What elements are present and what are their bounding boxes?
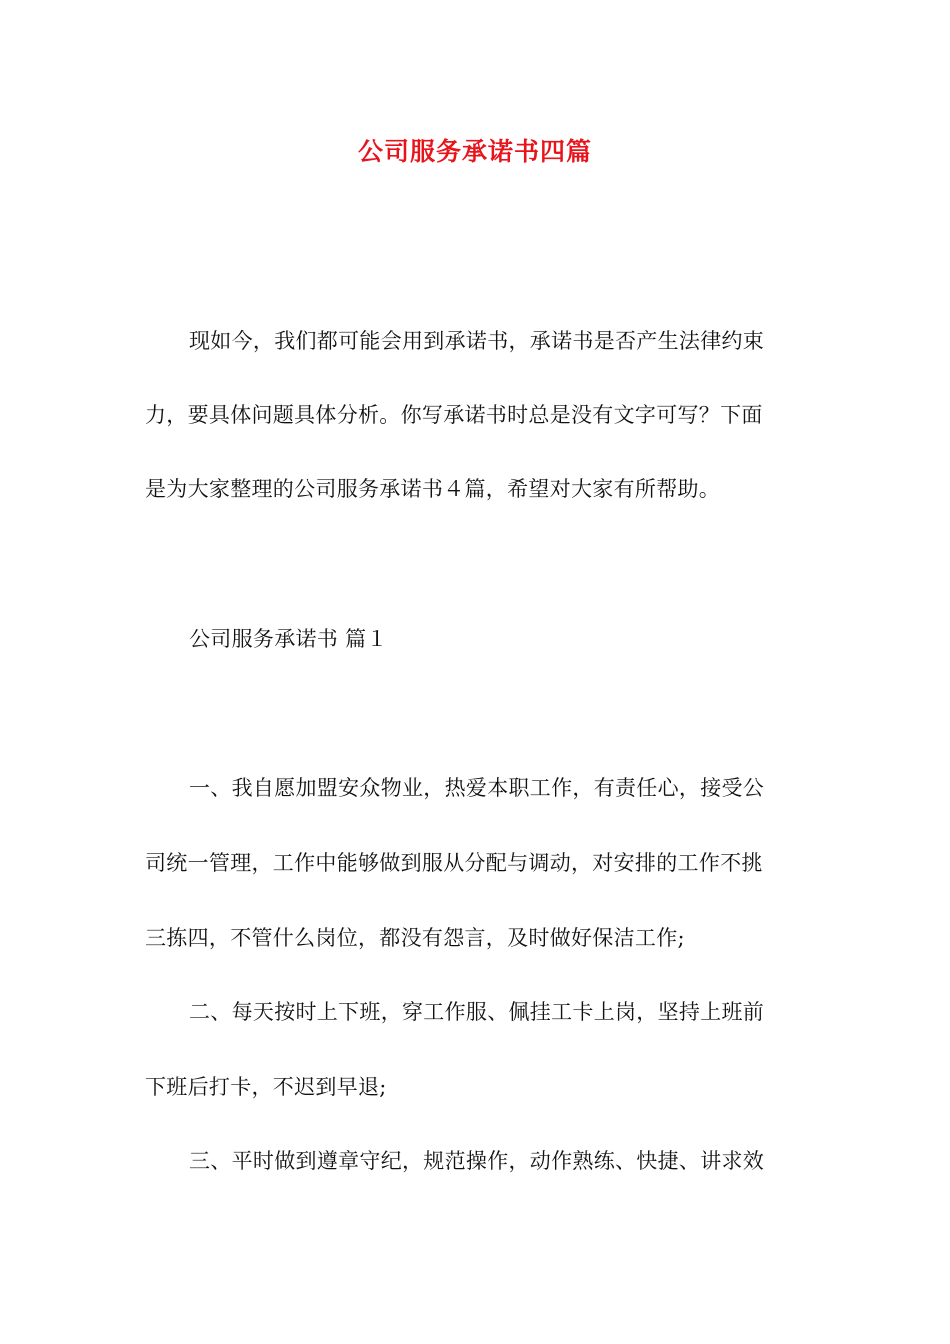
paragraph-line: 现如今，我们都可能会用到承诺书，承诺书是否产生法律约束 [189,329,765,353]
section-heading: 公司服务承诺书 篇１ [189,627,388,651]
paragraph-line: 二、每天按时上下班，穿工作服、佩挂工卡上岗，坚持上班前 [189,1000,765,1024]
paragraph-line: 司统一管理，工作中能够做到服从分配与调动，对安排的工作不挑 [145,851,763,875]
paragraph-line: 一、我自愿加盟安众物业，热爱本职工作，有责任心，接受公 [189,776,765,800]
paragraph-line: 是为大家整理的公司服务承诺书４篇，希望对大家有所帮助。 [145,477,721,501]
paragraph-line: 力，要具体问题具体分析。你写承诺书时总是没有文字可写？下面 [145,403,763,427]
paragraph-line: 下班后打卡，不迟到早退; [145,1075,387,1099]
paragraph-line: 三拣四，不管什么岗位，都没有怨言，及时做好保洁工作; [145,926,685,950]
document-title: 公司服务承诺书四篇 [357,137,592,166]
paragraph-line: 三、平时做到遵章守纪，规范操作，动作熟练、快捷、讲求效 [189,1149,765,1173]
